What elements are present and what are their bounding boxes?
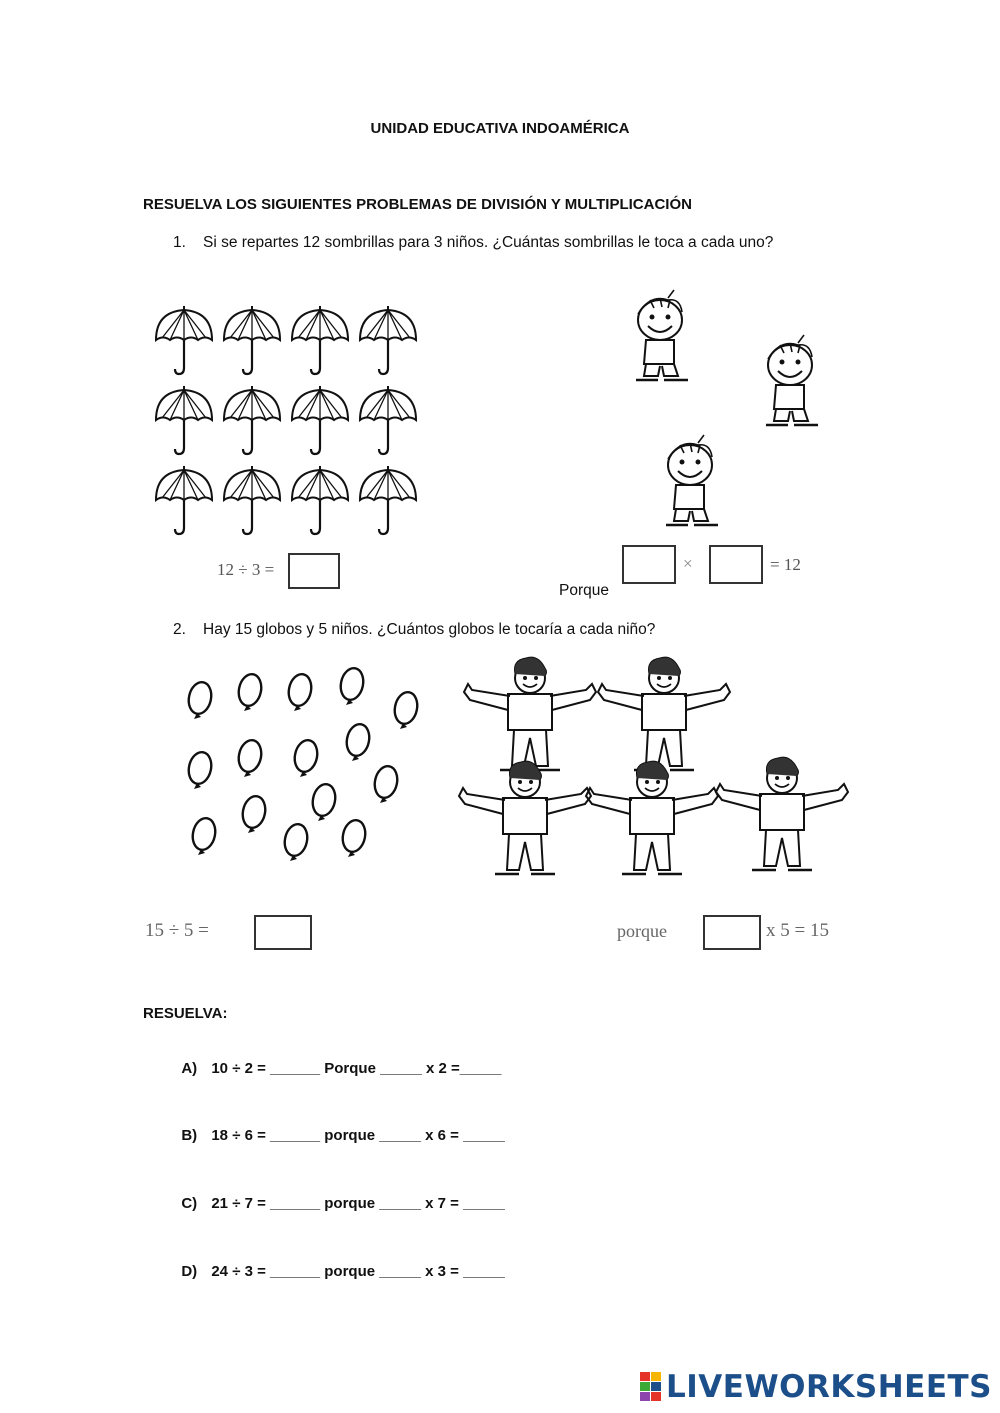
kids-illustration [610, 280, 850, 540]
exercise-c [173, 1178, 505, 1212]
exercise-a [173, 1043, 501, 1077]
problem-1-porque-label: Porque [559, 582, 609, 599]
exercise-d [173, 1246, 505, 1280]
balloon-icon [240, 794, 268, 833]
balloons-illustration [170, 660, 440, 870]
umbrella-icon [360, 466, 416, 534]
exercise-text: 24 ÷ 3 = ______ porque _____ x 3 = _____ [211, 1263, 505, 1280]
umbrella-icon [156, 386, 212, 454]
balloon-icon [286, 672, 314, 711]
umbrella-icon [156, 306, 212, 374]
balloon-icon [292, 738, 320, 777]
problem-2-number: 2. [173, 621, 186, 638]
liveworksheets-logo-text: LIVEWORKSHEETS [666, 1369, 992, 1405]
balloon-icon [310, 782, 338, 821]
problem-2-porque-label: porque [617, 921, 667, 941]
umbrellas-illustration [150, 300, 430, 545]
balloon-icon [338, 666, 366, 705]
balloon-icon [392, 690, 420, 729]
umbrella-icon [156, 466, 212, 534]
problem-1-factor-box-1[interactable] [622, 545, 676, 584]
boy-icon [459, 761, 591, 874]
liveworksheets-logo-icon [640, 1372, 662, 1402]
instructions-heading: RESUELVA LOS SIGUIENTES PROBLEMAS DE DIVISIÓN Y MULTIPLICACIÓN [143, 196, 692, 213]
problem-1-product-label: = 12 [770, 555, 801, 574]
umbrella-icon [360, 306, 416, 374]
balloon-icon [190, 816, 218, 855]
problem-1-number: 1. [173, 234, 186, 251]
problem-2-question [173, 621, 655, 639]
umbrella-icon [292, 466, 348, 534]
problem-1-text: Si se repartes 12 sombrillas para 3 niños. ¿Cuántas sombrillas le toca a cada uno? [203, 234, 774, 251]
balloon-icon [236, 738, 264, 777]
boy-icon [598, 657, 730, 770]
exercise-letter: A) [181, 1060, 198, 1077]
kid-icon [766, 335, 818, 425]
umbrella-icon [224, 386, 280, 454]
problem-1-factor-box-2[interactable] [709, 545, 763, 584]
exercise-letter: B) [181, 1127, 198, 1144]
balloon-icon [186, 750, 214, 789]
boy-icon [716, 757, 848, 870]
problem-2-division-label: 15 ÷ 5 = [145, 920, 209, 941]
balloon-icon [372, 764, 400, 803]
liveworksheets-logo [640, 1369, 992, 1405]
balloon-icon [340, 818, 368, 857]
umbrella-icon [224, 306, 280, 374]
exercise-b [173, 1110, 505, 1144]
problem-1-quotient-box[interactable] [288, 553, 340, 589]
resuelva-heading: RESUELVA: [143, 1005, 228, 1022]
exercise-text: 10 ÷ 2 = ______ Porque _____ x 2 =_____ [211, 1060, 502, 1077]
problem-1-times-symbol: × [683, 554, 693, 573]
exercise-letter: C) [181, 1195, 198, 1212]
boy-icon [586, 761, 718, 874]
balloon-icon [236, 672, 264, 711]
umbrella-icon [292, 386, 348, 454]
balloon-icon [282, 822, 310, 861]
problem-2-factor-box[interactable] [703, 915, 761, 950]
page-title: UNIDAD EDUCATIVA INDOAMÉRICA [370, 120, 630, 137]
problem-1-question [173, 234, 773, 252]
problem-1-division-label: 12 ÷ 3 = [217, 560, 275, 579]
umbrella-icon [360, 386, 416, 454]
kid-icon [666, 435, 718, 525]
balloon-icon [186, 680, 214, 719]
exercise-letter: D) [181, 1263, 198, 1280]
balloon-icon [344, 722, 372, 761]
exercise-text: 18 ÷ 6 = ______ porque _____ x 6 = _____ [211, 1127, 505, 1144]
children-illustration [470, 650, 860, 890]
kid-icon [636, 290, 688, 380]
boy-icon [464, 657, 596, 770]
problem-2-product-label: x 5 = 15 [766, 920, 829, 941]
umbrella-icon [292, 306, 348, 374]
problem-2-text: Hay 15 globos y 5 niños. ¿Cuántos globos le tocaría a cada niño? [203, 621, 656, 638]
umbrella-icon [224, 466, 280, 534]
problem-2-quotient-box[interactable] [254, 915, 312, 950]
exercise-text: 21 ÷ 7 = ______ porque _____ x 7 = _____ [211, 1195, 505, 1212]
